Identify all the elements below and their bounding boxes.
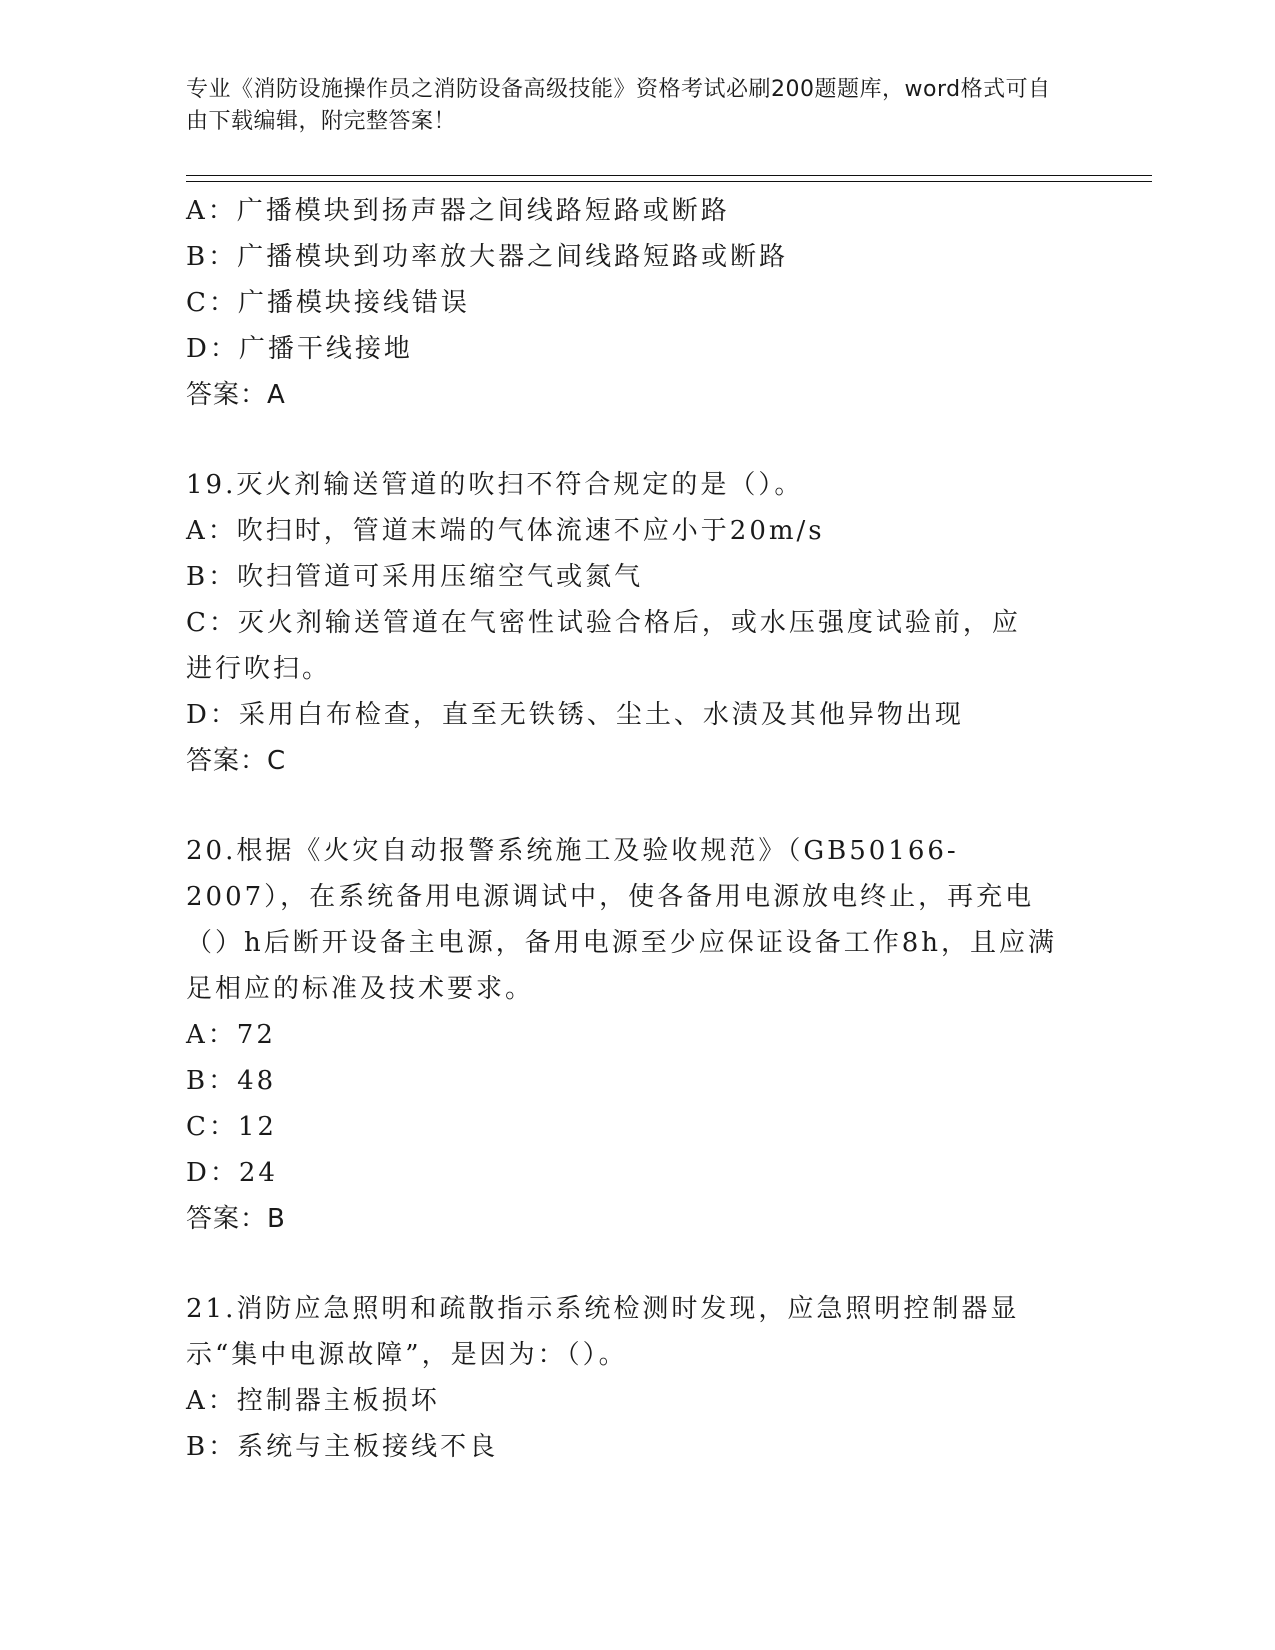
- question-21-block: [186, 1286, 1086, 1470]
- q18-option-a: A：广播模块到扬声器之间线路短路或断路: [186, 196, 730, 226]
- q18-option-b: B：广播模块到功率放大器之间线路短路或断路: [186, 242, 789, 272]
- header-divider-bottom: [186, 181, 1152, 182]
- q20-option-c: C：12: [186, 1112, 277, 1142]
- q21-option-b: B：系统与主板接线不良: [186, 1432, 499, 1462]
- q19-option-a: A：吹扫时，管道末端的气体流速不应小于20m/s: [186, 516, 825, 546]
- header-divider-top: [186, 175, 1152, 176]
- q19-option-b: B：吹扫管道可采用压缩空气或氮气: [186, 562, 644, 592]
- q19-option-c: C：灭火剂输送管道在气密性试验合格后，或水压强度试验前，应进行吹扫。: [186, 608, 1021, 684]
- q20-answer: 答案：B: [186, 1204, 286, 1234]
- q21-option-a: A：控制器主板损坏: [186, 1386, 440, 1416]
- q20-option-d: D：24: [186, 1158, 278, 1188]
- q20-option-a: A：72: [186, 1020, 276, 1050]
- question-20-block: [186, 828, 1086, 1242]
- q20-question: 20.根据《火灾自动报警系统施工及验收规范》（GB50166-2007），在系统备用电源调试中，使各备用电源放电终止，再充电（）h后断开设备主电源，备用电源至少应保证设备工作8h，且应满足相应的标准及技术要求。: [186, 836, 1058, 1004]
- q19-option-d: D：采用白布检查，直至无铁锈、尘土、水渍及其他异物出现: [186, 700, 964, 730]
- q21-question: 21.消防应急照明和疏散指示系统检测时发现，应急照明控制器显示“集中电源故障”，是因为：（）。: [186, 1294, 1020, 1370]
- question-19-block: [186, 462, 1086, 784]
- q20-option-b: B：48: [186, 1066, 277, 1096]
- q18-answer: 答案：A: [186, 380, 286, 410]
- q19-answer: 答案：C: [186, 746, 287, 776]
- q19-question: 19.灭火剂输送管道的吹扫不符合规定的是（）。: [186, 470, 804, 500]
- question-content: [186, 188, 1086, 1470]
- question-18-block: [186, 188, 1086, 418]
- document-header: 专业《消防设施操作员之消防设备高级技能》资格考试必刷200题题库，word格式可自由下载编辑，附完整答案！: [186, 77, 1051, 134]
- q18-option-c: C：广播模块接线错误: [186, 288, 470, 318]
- q18-option-d: D：广播干线接地: [186, 334, 413, 364]
